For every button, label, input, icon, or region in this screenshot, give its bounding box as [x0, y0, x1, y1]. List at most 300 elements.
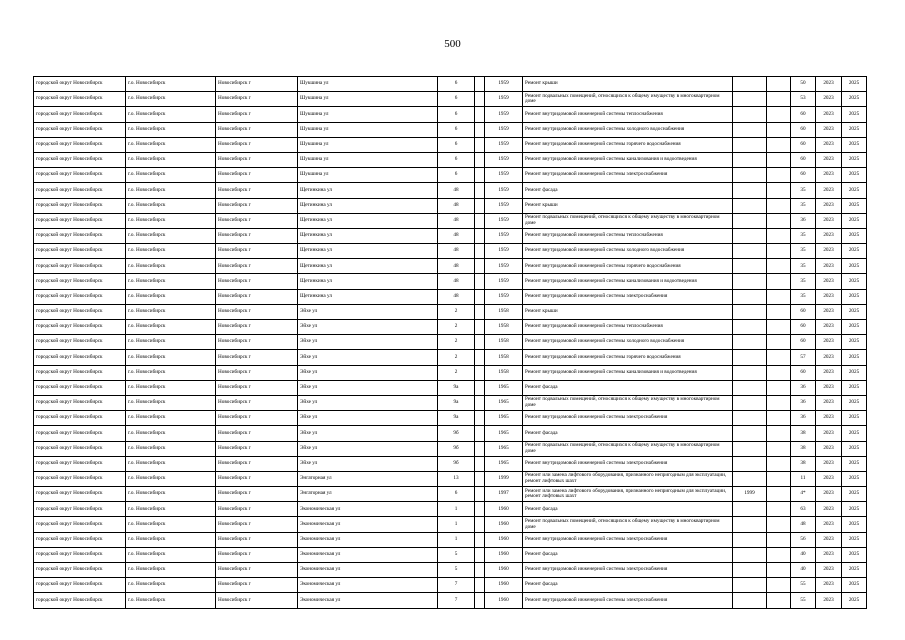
marker-cell: [767, 198, 791, 213]
work-type-cell: Ремонт фасада: [523, 502, 733, 517]
marker-cell: [767, 517, 791, 532]
house-number-cell: 6: [438, 122, 475, 137]
build-year-cell: 1959: [485, 107, 523, 122]
end-year-cell: 2025: [842, 487, 867, 502]
marker-cell: [767, 320, 791, 335]
end-year-cell: 2025: [842, 411, 867, 426]
end-year-cell: 2025: [842, 532, 867, 547]
wear-percent-cell: 55: [791, 593, 816, 608]
street-cell: Шукшина ул: [298, 77, 438, 92]
work-type-cell: Ремонт внутридомовой инженерной системы канализования и водоотведения: [523, 365, 733, 380]
end-year-cell: 2025: [842, 92, 867, 107]
street-cell: Эйхе ул: [298, 441, 438, 456]
last-repair-year-cell: [733, 547, 767, 562]
street-cell: Шукшина ул: [298, 152, 438, 167]
municipality-cell: городской округ Новосибирск: [34, 456, 126, 471]
end-year-cell: 2025: [842, 471, 867, 486]
building-cell: [475, 335, 485, 350]
building-cell: [475, 517, 485, 532]
street-cell: Шукшина ул: [298, 92, 438, 107]
end-year-cell: 2025: [842, 137, 867, 152]
house-number-cell: 48: [438, 289, 475, 304]
marker-cell: [767, 380, 791, 395]
wear-percent-cell: 48: [791, 517, 816, 532]
build-year-cell: 1959: [485, 228, 523, 243]
city-cell: Новосибирск г: [216, 198, 298, 213]
last-repair-year-cell: [733, 168, 767, 183]
build-year-cell: 1959: [485, 198, 523, 213]
last-repair-year-cell: [733, 304, 767, 319]
municipality-cell: городской округ Новосибирск: [34, 92, 126, 107]
start-year-cell: 2023: [816, 411, 842, 426]
last-repair-year-cell: [733, 137, 767, 152]
table-row: [34, 487, 867, 502]
repair-schedule-table: [33, 76, 867, 609]
municipality-cell: городской округ Новосибирск: [34, 517, 126, 532]
table-row: [34, 77, 867, 92]
house-number-cell: 2: [438, 320, 475, 335]
end-year-cell: 2025: [842, 380, 867, 395]
street-cell: Щетинкина ул: [298, 198, 438, 213]
building-cell: [475, 107, 485, 122]
building-cell: [475, 593, 485, 608]
street-cell: Щетинкина ул: [298, 244, 438, 259]
marker-cell: [767, 350, 791, 365]
end-year-cell: 2025: [842, 304, 867, 319]
city-cell: Новосибирск г: [216, 517, 298, 532]
start-year-cell: 2023: [816, 198, 842, 213]
last-repair-year-cell: [733, 350, 767, 365]
house-number-cell: 1: [438, 502, 475, 517]
table-row: [34, 593, 867, 608]
municipality-cell: городской округ Новосибирск: [34, 304, 126, 319]
work-type-cell: Ремонт или замена лифтового оборудования, признанного непригодным для эксплуатации, ремонт лифтовых шахт: [523, 487, 733, 502]
city-cell: Новосибирск г: [216, 152, 298, 167]
build-year-cell: 1959: [485, 168, 523, 183]
last-repair-year-cell: [733, 502, 767, 517]
city-cell: Новосибирск г: [216, 456, 298, 471]
street-cell: Щетинкина ул: [298, 259, 438, 274]
city-cell: Новосибирск г: [216, 92, 298, 107]
work-type-cell: Ремонт внутридомовой инженерной системы горячего водоснабжения: [523, 137, 733, 152]
building-cell: [475, 213, 485, 228]
municipality-cell: городской округ Новосибирск: [34, 274, 126, 289]
city-cell: Новосибирск г: [216, 471, 298, 486]
municipality-cell: городской округ Новосибирск: [34, 365, 126, 380]
wear-percent-cell: 35: [791, 198, 816, 213]
end-year-cell: 2025: [842, 213, 867, 228]
house-number-cell: 7: [438, 578, 475, 593]
marker-cell: [767, 532, 791, 547]
city-cell: Новосибирск г: [216, 563, 298, 578]
start-year-cell: 2023: [816, 426, 842, 441]
last-repair-year-cell: [733, 77, 767, 92]
house-number-cell: 6: [438, 107, 475, 122]
street-cell: Щетинкина ул: [298, 183, 438, 198]
work-type-cell: Ремонт внутридомовой инженерной системы горячего водоснабжения: [523, 350, 733, 365]
marker-cell: [767, 152, 791, 167]
urban-district-cell: г.о. Новосибирск: [126, 92, 216, 107]
city-cell: Новосибирск г: [216, 426, 298, 441]
building-cell: [475, 563, 485, 578]
municipality-cell: городской округ Новосибирск: [34, 259, 126, 274]
table-row: [34, 289, 867, 304]
build-year-cell: 1965: [485, 411, 523, 426]
city-cell: Новосибирск г: [216, 350, 298, 365]
municipality-cell: городской округ Новосибирск: [34, 122, 126, 137]
street-cell: Эйхе ул: [298, 411, 438, 426]
urban-district-cell: г.о. Новосибирск: [126, 350, 216, 365]
end-year-cell: 2025: [842, 593, 867, 608]
end-year-cell: 2025: [842, 578, 867, 593]
house-number-cell: 48: [438, 213, 475, 228]
street-cell: Щетинкина ул: [298, 213, 438, 228]
marker-cell: [767, 92, 791, 107]
start-year-cell: 2023: [816, 380, 842, 395]
last-repair-year-cell: [733, 532, 767, 547]
marker-cell: [767, 411, 791, 426]
wear-percent-cell: 4*: [791, 487, 816, 502]
municipality-cell: городской округ Новосибирск: [34, 380, 126, 395]
end-year-cell: 2025: [842, 426, 867, 441]
start-year-cell: 2023: [816, 183, 842, 198]
street-cell: Эйхе ул: [298, 380, 438, 395]
end-year-cell: 2025: [842, 274, 867, 289]
marker-cell: [767, 228, 791, 243]
table-row: [34, 547, 867, 562]
municipality-cell: городской округ Новосибирск: [34, 335, 126, 350]
building-cell: [475, 441, 485, 456]
end-year-cell: 2025: [842, 502, 867, 517]
urban-district-cell: г.о. Новосибирск: [126, 183, 216, 198]
street-cell: Эйхе ул: [298, 395, 438, 410]
urban-district-cell: г.о. Новосибирск: [126, 563, 216, 578]
table-row: [34, 228, 867, 243]
last-repair-year-cell: [733, 395, 767, 410]
build-year-cell: 1965: [485, 426, 523, 441]
table-row: [34, 532, 867, 547]
work-type-cell: Ремонт крыши: [523, 77, 733, 92]
house-number-cell: 9а: [438, 411, 475, 426]
urban-district-cell: г.о. Новосибирск: [126, 335, 216, 350]
end-year-cell: 2025: [842, 152, 867, 167]
marker-cell: [767, 77, 791, 92]
end-year-cell: 2025: [842, 547, 867, 562]
build-year-cell: 1960: [485, 517, 523, 532]
table-row: [34, 107, 867, 122]
table-row: [34, 183, 867, 198]
work-type-cell: Ремонт внутридомовой инженерной системы электроснабжения: [523, 532, 733, 547]
start-year-cell: 2023: [816, 213, 842, 228]
house-number-cell: 9б: [438, 441, 475, 456]
start-year-cell: 2023: [816, 320, 842, 335]
start-year-cell: 2023: [816, 350, 842, 365]
marker-cell: [767, 456, 791, 471]
municipality-cell: городской округ Новосибирск: [34, 395, 126, 410]
municipality-cell: городской округ Новосибирск: [34, 441, 126, 456]
urban-district-cell: г.о. Новосибирск: [126, 471, 216, 486]
last-repair-year-cell: [733, 152, 767, 167]
last-repair-year-cell: [733, 517, 767, 532]
urban-district-cell: г.о. Новосибирск: [126, 198, 216, 213]
work-type-cell: Ремонт внутридомовой инженерной системы электроснабжения: [523, 456, 733, 471]
table-row: [34, 198, 867, 213]
city-cell: Новосибирск г: [216, 304, 298, 319]
municipality-cell: городской округ Новосибирск: [34, 77, 126, 92]
start-year-cell: 2023: [816, 502, 842, 517]
start-year-cell: 2023: [816, 92, 842, 107]
work-type-cell: Ремонт подвальных помещений, относящихся к общему имуществу в многоквартирном доме: [523, 395, 733, 410]
municipality-cell: городской округ Новосибирск: [34, 320, 126, 335]
street-cell: Щетинкина ул: [298, 274, 438, 289]
municipality-cell: городской округ Новосибирск: [34, 228, 126, 243]
last-repair-year-cell: [733, 198, 767, 213]
wear-percent-cell: 50: [791, 77, 816, 92]
building-cell: [475, 244, 485, 259]
start-year-cell: 2023: [816, 335, 842, 350]
work-type-cell: Ремонт внутридомовой инженерной системы теплоснабжения: [523, 228, 733, 243]
table-row: [34, 244, 867, 259]
wear-percent-cell: 57: [791, 350, 816, 365]
street-cell: Шукшина ул: [298, 137, 438, 152]
wear-percent-cell: 60: [791, 365, 816, 380]
urban-district-cell: г.о. Новосибирск: [126, 426, 216, 441]
start-year-cell: 2023: [816, 532, 842, 547]
urban-district-cell: г.о. Новосибирск: [126, 365, 216, 380]
build-year-cell: 1958: [485, 320, 523, 335]
last-repair-year-cell: [733, 228, 767, 243]
wear-percent-cell: 35: [791, 228, 816, 243]
page-number: 500: [444, 38, 461, 50]
municipality-cell: городской округ Новосибирск: [34, 487, 126, 502]
house-number-cell: 6: [438, 77, 475, 92]
city-cell: Новосибирск г: [216, 487, 298, 502]
wear-percent-cell: 38: [791, 456, 816, 471]
building-cell: [475, 395, 485, 410]
municipality-cell: городской округ Новосибирск: [34, 183, 126, 198]
work-type-cell: Ремонт внутридомовой инженерной системы горячего водоснабжения: [523, 259, 733, 274]
wear-percent-cell: 60: [791, 107, 816, 122]
table-row: [34, 411, 867, 426]
work-type-cell: Ремонт внутридомовой инженерной системы электроснабжения: [523, 289, 733, 304]
work-type-cell: Ремонт внутридомовой инженерной системы канализования и водоотведения: [523, 274, 733, 289]
work-type-cell: Ремонт крыши: [523, 304, 733, 319]
building-cell: [475, 471, 485, 486]
work-type-cell: Ремонт внутридомовой инженерной системы электроснабжения: [523, 593, 733, 608]
start-year-cell: 2023: [816, 395, 842, 410]
last-repair-year-cell: [733, 380, 767, 395]
last-repair-year-cell: 1999: [733, 487, 767, 502]
end-year-cell: 2025: [842, 183, 867, 198]
marker-cell: [767, 335, 791, 350]
urban-district-cell: г.о. Новосибирск: [126, 228, 216, 243]
end-year-cell: 2025: [842, 350, 867, 365]
street-cell: Эйхе ул: [298, 426, 438, 441]
marker-cell: [767, 563, 791, 578]
end-year-cell: 2025: [842, 77, 867, 92]
build-year-cell: 1959: [485, 122, 523, 137]
start-year-cell: 2023: [816, 304, 842, 319]
build-year-cell: 1958: [485, 365, 523, 380]
building-cell: [475, 137, 485, 152]
urban-district-cell: г.о. Новосибирск: [126, 152, 216, 167]
marker-cell: [767, 426, 791, 441]
start-year-cell: 2023: [816, 122, 842, 137]
end-year-cell: 2025: [842, 395, 867, 410]
building-cell: [475, 304, 485, 319]
house-number-cell: 2: [438, 304, 475, 319]
start-year-cell: 2023: [816, 244, 842, 259]
end-year-cell: 2025: [842, 456, 867, 471]
street-cell: Экономическая ул: [298, 593, 438, 608]
house-number-cell: 5: [438, 547, 475, 562]
wear-percent-cell: 56: [791, 532, 816, 547]
wear-percent-cell: 63: [791, 502, 816, 517]
municipality-cell: городской округ Новосибирск: [34, 563, 126, 578]
last-repair-year-cell: [733, 183, 767, 198]
start-year-cell: 2023: [816, 228, 842, 243]
end-year-cell: 2025: [842, 244, 867, 259]
work-type-cell: Ремонт фасада: [523, 183, 733, 198]
build-year-cell: 1965: [485, 441, 523, 456]
municipality-cell: городской округ Новосибирск: [34, 532, 126, 547]
urban-district-cell: г.о. Новосибирск: [126, 441, 216, 456]
urban-district-cell: г.о. Новосибирск: [126, 137, 216, 152]
table-row: [34, 517, 867, 532]
street-cell: Шукшина ул: [298, 122, 438, 137]
building-cell: [475, 183, 485, 198]
build-year-cell: 1997: [485, 487, 523, 502]
last-repair-year-cell: [733, 259, 767, 274]
marker-cell: [767, 168, 791, 183]
marker-cell: [767, 547, 791, 562]
last-repair-year-cell: [733, 122, 767, 137]
marker-cell: [767, 471, 791, 486]
street-cell: Экономическая ул: [298, 502, 438, 517]
urban-district-cell: г.о. Новосибирск: [126, 456, 216, 471]
street-cell: Экономическая ул: [298, 517, 438, 532]
start-year-cell: 2023: [816, 578, 842, 593]
build-year-cell: 1960: [485, 547, 523, 562]
marker-cell: [767, 274, 791, 289]
start-year-cell: 2023: [816, 593, 842, 608]
build-year-cell: 1959: [485, 183, 523, 198]
table-row: [34, 502, 867, 517]
house-number-cell: 48: [438, 183, 475, 198]
end-year-cell: 2025: [842, 563, 867, 578]
city-cell: Новосибирск г: [216, 137, 298, 152]
municipality-cell: городской округ Новосибирск: [34, 244, 126, 259]
last-repair-year-cell: [733, 320, 767, 335]
marker-cell: [767, 244, 791, 259]
table-row: [34, 320, 867, 335]
last-repair-year-cell: [733, 335, 767, 350]
municipality-cell: городской округ Новосибирск: [34, 578, 126, 593]
city-cell: Новосибирск г: [216, 168, 298, 183]
table-row: [34, 395, 867, 410]
urban-district-cell: г.о. Новосибирск: [126, 320, 216, 335]
building-cell: [475, 350, 485, 365]
build-year-cell: 1965: [485, 395, 523, 410]
municipality-cell: городской округ Новосибирск: [34, 107, 126, 122]
build-year-cell: 1999: [485, 471, 523, 486]
end-year-cell: 2025: [842, 517, 867, 532]
table-row: [34, 137, 867, 152]
building-cell: [475, 122, 485, 137]
street-cell: Экономическая ул: [298, 547, 438, 562]
wear-percent-cell: 60: [791, 320, 816, 335]
city-cell: Новосибирск г: [216, 335, 298, 350]
wear-percent-cell: 60: [791, 122, 816, 137]
city-cell: Новосибирск г: [216, 107, 298, 122]
street-cell: Энгаторная ул: [298, 487, 438, 502]
house-number-cell: 9б: [438, 456, 475, 471]
wear-percent-cell: 35: [791, 259, 816, 274]
last-repair-year-cell: [733, 365, 767, 380]
work-type-cell: Ремонт подвальных помещений, относящихся к общему имуществу в многоквартирном доме: [523, 517, 733, 532]
house-number-cell: 48: [438, 259, 475, 274]
marker-cell: [767, 487, 791, 502]
house-number-cell: 9а: [438, 380, 475, 395]
marker-cell: [767, 365, 791, 380]
work-type-cell: Ремонт внутридомовой инженерной системы теплоснабжения: [523, 107, 733, 122]
table-row: [34, 441, 867, 456]
city-cell: Новосибирск г: [216, 395, 298, 410]
start-year-cell: 2023: [816, 137, 842, 152]
municipality-cell: городской округ Новосибирск: [34, 547, 126, 562]
work-type-cell: Ремонт внутридомовой инженерной системы холодного водоснабжения: [523, 335, 733, 350]
building-cell: [475, 502, 485, 517]
work-type-cell: Ремонт внутридомовой инженерной системы канализования и водоотведения: [523, 152, 733, 167]
city-cell: Новосибирск г: [216, 228, 298, 243]
city-cell: Новосибирск г: [216, 259, 298, 274]
build-year-cell: 1960: [485, 578, 523, 593]
urban-district-cell: г.о. Новосибирск: [126, 411, 216, 426]
wear-percent-cell: 55: [791, 578, 816, 593]
work-type-cell: Ремонт внутридомовой инженерной системы электроснабжения: [523, 168, 733, 183]
table-row: [34, 380, 867, 395]
start-year-cell: 2023: [816, 77, 842, 92]
last-repair-year-cell: [733, 593, 767, 608]
street-cell: Эйхе ул: [298, 320, 438, 335]
last-repair-year-cell: [733, 471, 767, 486]
wear-percent-cell: 36: [791, 380, 816, 395]
urban-district-cell: г.о. Новосибирск: [126, 304, 216, 319]
start-year-cell: 2023: [816, 547, 842, 562]
last-repair-year-cell: [733, 411, 767, 426]
start-year-cell: 2023: [816, 456, 842, 471]
table-row: [34, 168, 867, 183]
city-cell: Новосибирск г: [216, 365, 298, 380]
municipality-cell: городской округ Новосибирск: [34, 289, 126, 304]
urban-district-cell: г.о. Новосибирск: [126, 532, 216, 547]
building-cell: [475, 168, 485, 183]
city-cell: Новосибирск г: [216, 289, 298, 304]
street-cell: Эйхе ул: [298, 365, 438, 380]
work-type-cell: Ремонт фасада: [523, 426, 733, 441]
build-year-cell: 1959: [485, 274, 523, 289]
last-repair-year-cell: [733, 441, 767, 456]
city-cell: Новосибирск г: [216, 532, 298, 547]
marker-cell: [767, 593, 791, 608]
street-cell: Экономическая ул: [298, 578, 438, 593]
build-year-cell: 1965: [485, 456, 523, 471]
build-year-cell: 1959: [485, 289, 523, 304]
marker-cell: [767, 395, 791, 410]
marker-cell: [767, 213, 791, 228]
urban-district-cell: г.о. Новосибирск: [126, 213, 216, 228]
table-row: [34, 563, 867, 578]
